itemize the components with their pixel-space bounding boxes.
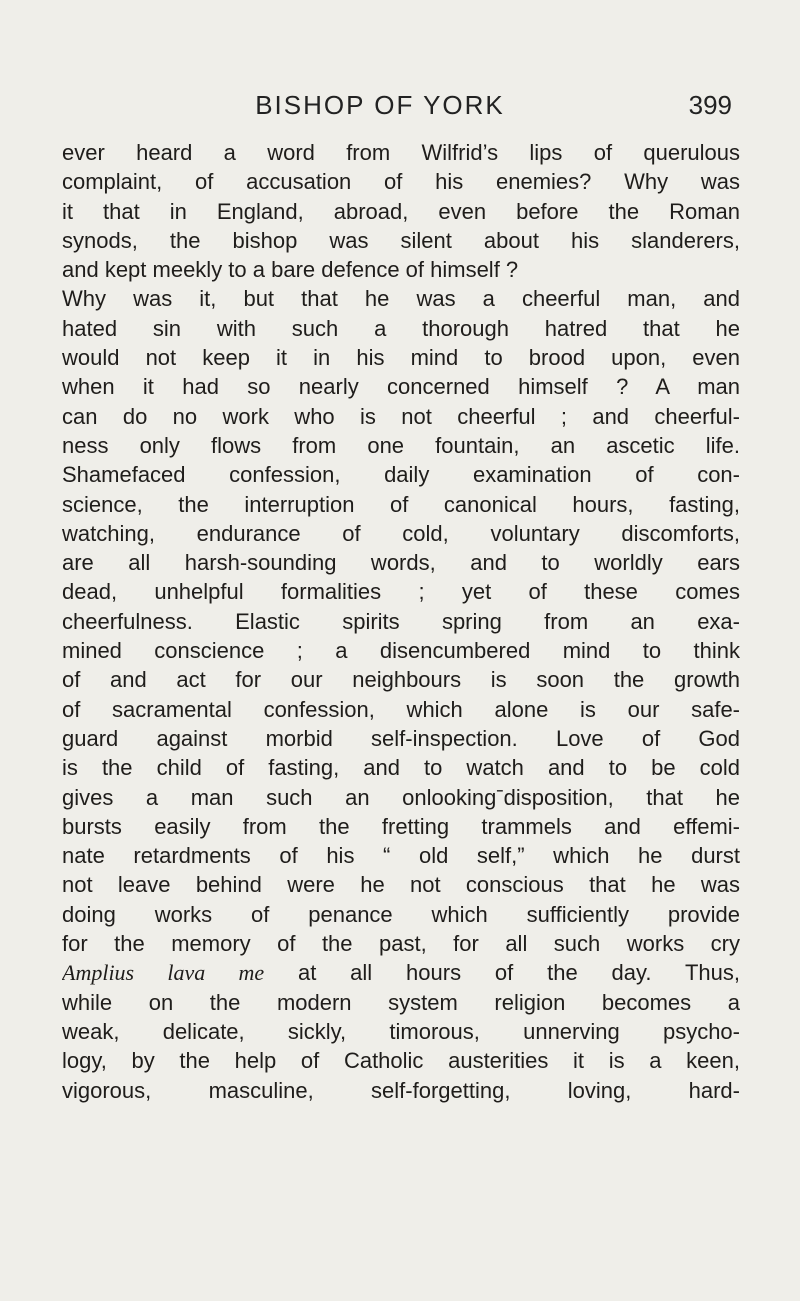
text-line: ness only flows from one fountain, an ascetic life. xyxy=(62,432,740,458)
text-line: hated sin with such a thorough hatred that he xyxy=(62,315,740,341)
text-line: logy, by the help of Catholic austerities it is a keen, xyxy=(62,1048,740,1074)
text-line: when it had so nearly concerned himself ? A man xyxy=(62,374,740,400)
text-line: doing works of penance which sufficiently provide xyxy=(62,901,740,927)
text-line: weak, delicate, sickly, timorous, unnerving psycho- xyxy=(62,1018,740,1044)
text-line: cheerfulness. Elastic spirits spring from an exa- xyxy=(62,608,740,634)
text-line: of sacramental confession, which alone is our safe- xyxy=(62,696,740,722)
text-line: complaint, of accusation of his enemies? Why was xyxy=(62,169,740,195)
text-line: nate retardments of his “ old self,” which he durst xyxy=(62,843,740,869)
text-line: ever heard a word from Wilfrid’s lips of querulous xyxy=(62,140,740,165)
text-line: dead, unhelpful formalities ; yet of these comes xyxy=(62,579,740,605)
text-line: Shamefaced confession, daily examination of con- xyxy=(62,462,740,488)
running-title: BISHOP OF YORK xyxy=(255,90,505,120)
text-line: synods, the bishop was silent about his slanderers, xyxy=(62,227,740,253)
text-line: and kept meekly to a bare defence of himself ? xyxy=(62,257,519,283)
text-line: watching, endurance of cold, voluntary discomforts, xyxy=(62,520,740,546)
text-line: bursts easily from the fretting trammels and effemi- xyxy=(62,813,740,839)
text-line: are all harsh-sounding words, and to worldly ears xyxy=(62,550,740,576)
text-line: science, the interruption of canonical hours, fasting, xyxy=(62,491,740,517)
text-line: can do no work who is not cheerful ; and cheerful- xyxy=(62,403,740,429)
text-line: guard against morbid self-inspection. Love of God xyxy=(62,725,740,751)
text-line: would not keep it in his mind to brood upon, even xyxy=(62,345,740,371)
text-fragment: at all hours of the day. Thus, xyxy=(264,960,740,986)
text-line: is the child of fasting, and to watch and to be cold xyxy=(62,755,740,781)
body-text xyxy=(62,138,740,1105)
page-number: 399 xyxy=(688,90,732,120)
text-line-italic xyxy=(62,958,740,987)
text-line: while on the modern system religion becomes a xyxy=(62,989,740,1015)
text-line: of and act for our neighbours is soon the growth xyxy=(62,667,740,693)
text-line: not leave behind were he not conscious that he was xyxy=(62,872,740,898)
running-head xyxy=(60,88,740,128)
text-line: it that in England, abroad, even before the Roman xyxy=(62,198,740,224)
text-line: for the memory of the past, for all such works cry xyxy=(62,931,740,957)
text-line: gives a man such an onlookingˉdisposition, that he xyxy=(62,784,740,810)
latin-phrase: Amplius lava me xyxy=(62,960,265,986)
text-line: mined conscience ; a disencumbered mind to think xyxy=(62,638,740,664)
text-line: Why was it, but that he was a cheerful man, and xyxy=(62,286,740,312)
text-line: vigorous, masculine, self-forgetting, loving, hard- xyxy=(62,1077,740,1103)
